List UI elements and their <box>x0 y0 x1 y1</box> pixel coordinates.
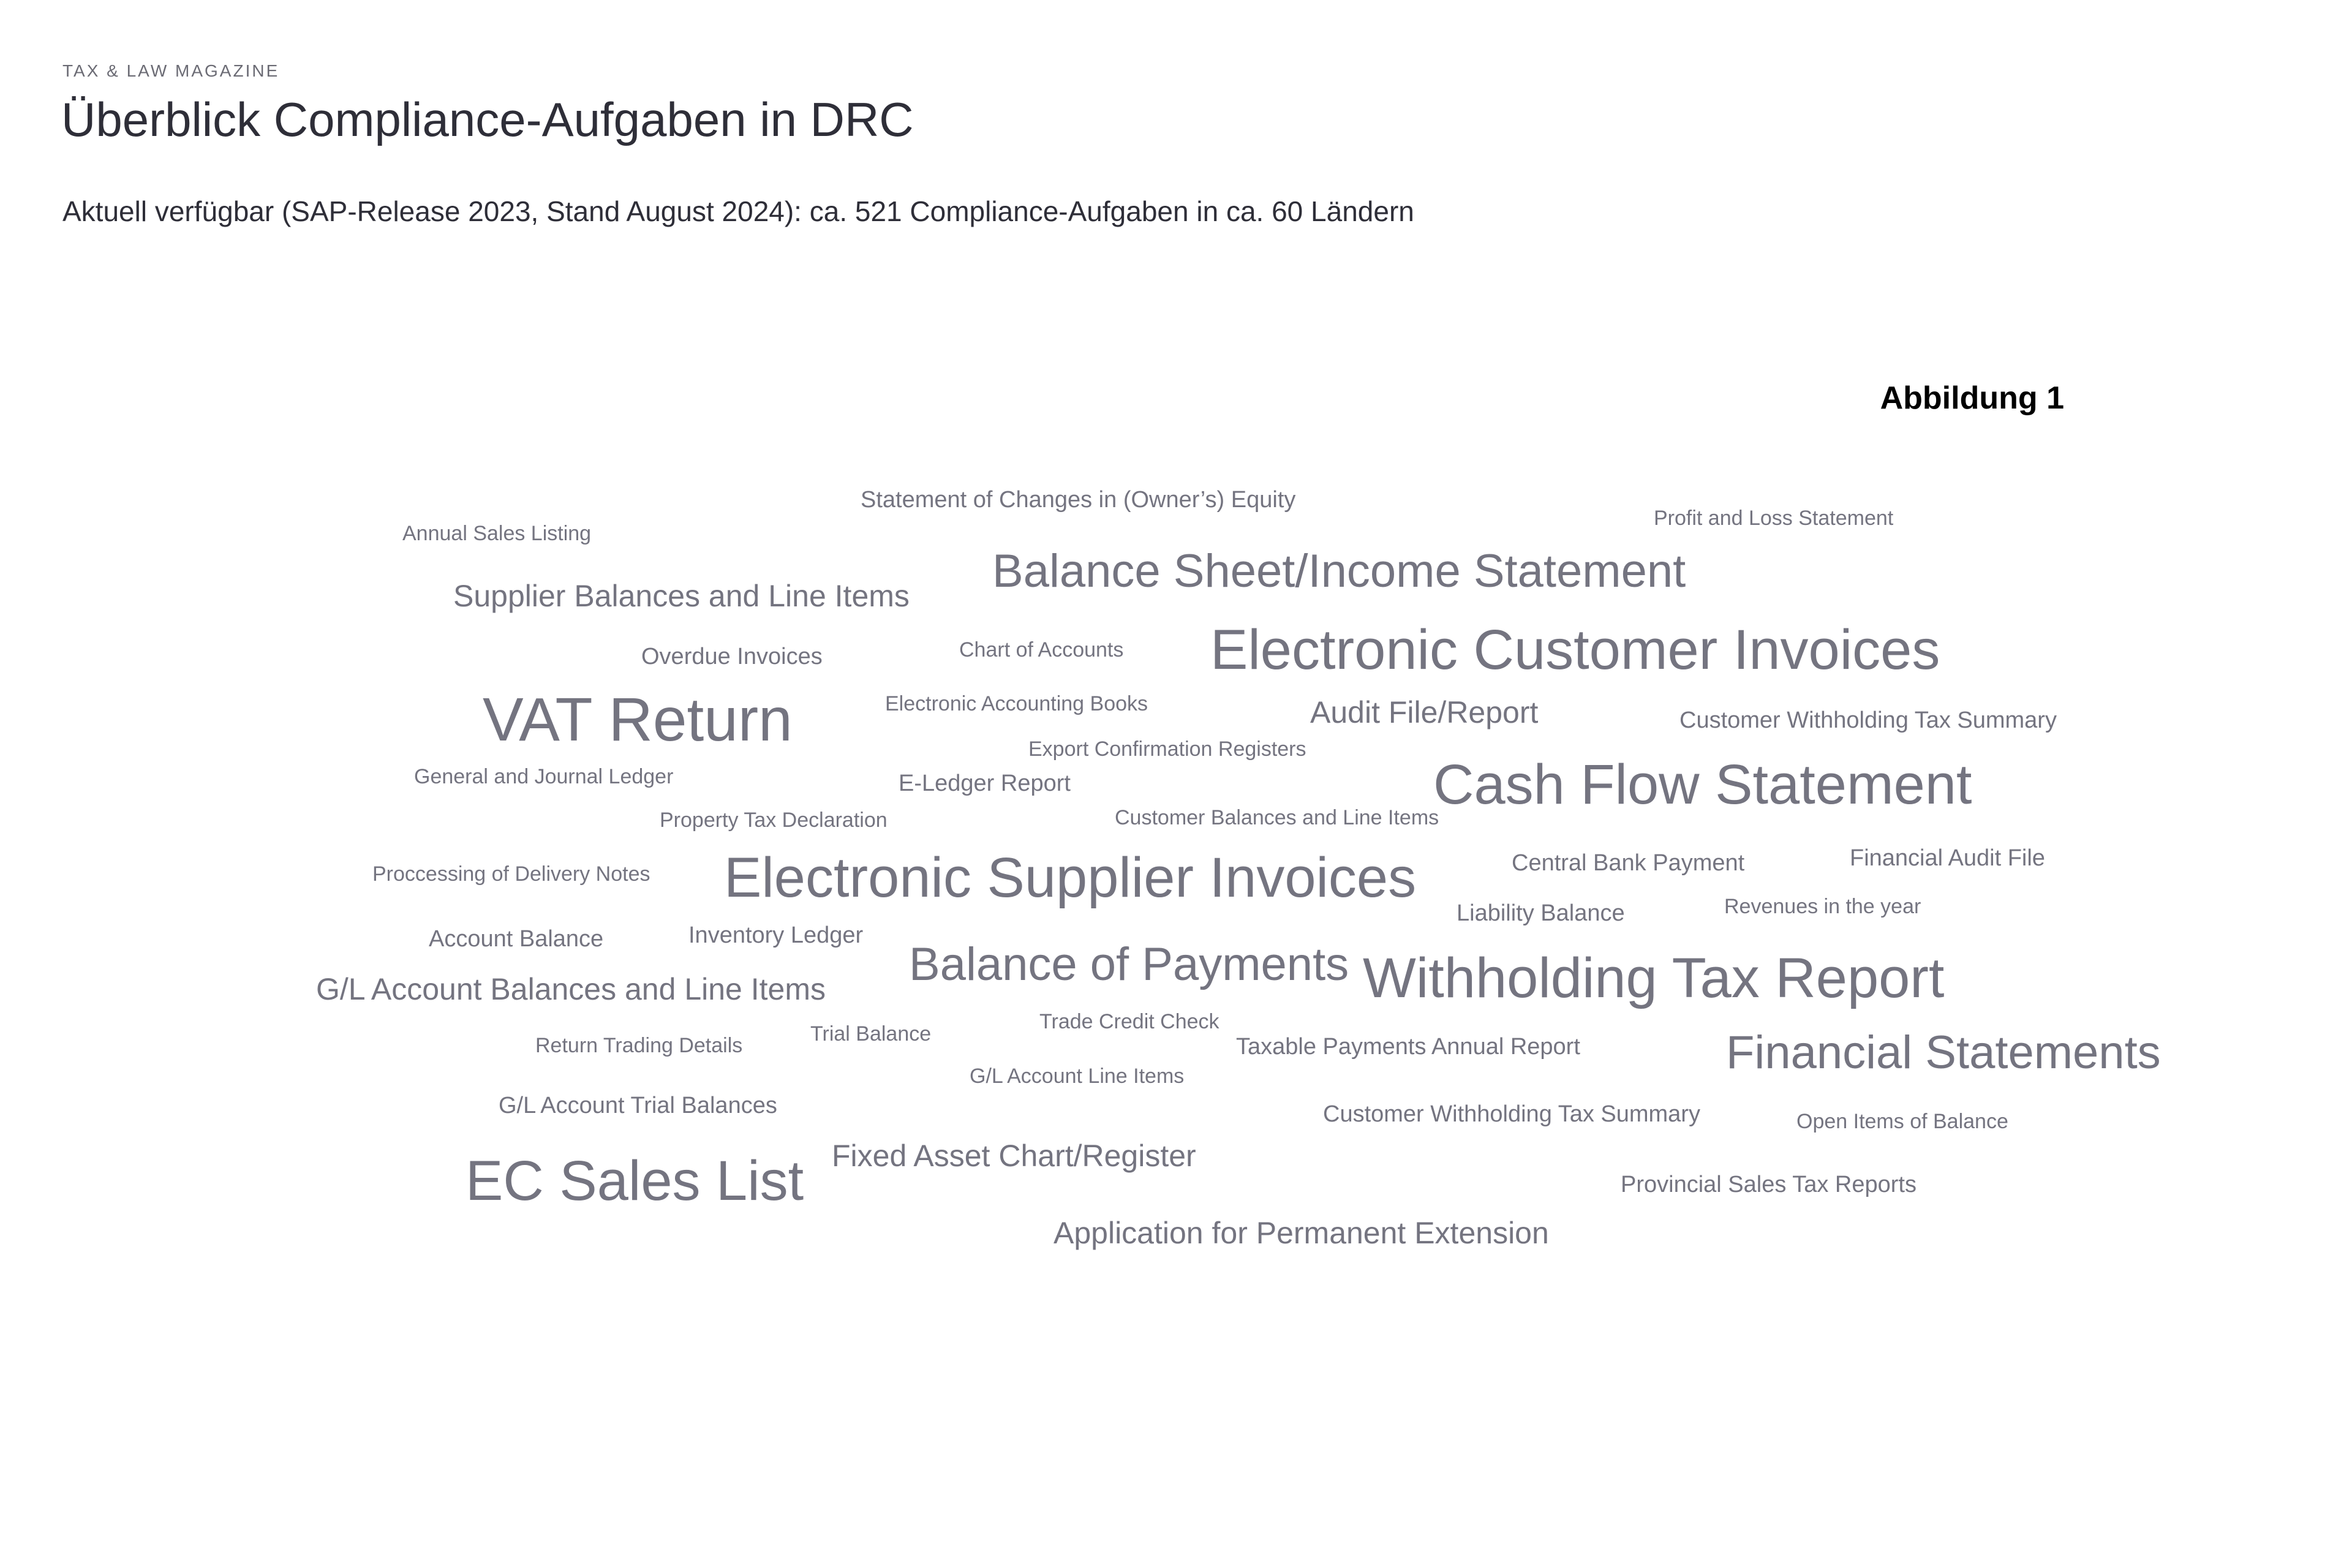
word-cloud-term: G/L Account Balances and Line Items <box>316 972 826 1006</box>
word-cloud-term: Statement of Changes in (Owner’s) Equity <box>861 487 1296 513</box>
word-cloud-term: Electronic Accounting Books <box>885 692 1148 715</box>
page-title: Überblick Compliance-Aufgaben in DRC <box>61 92 914 146</box>
word-cloud-term: Chart of Accounts <box>959 638 1124 662</box>
word-cloud-term: Property Tax Declaration <box>660 809 888 832</box>
word-cloud-term: Supplier Balances and Line Items <box>453 579 910 613</box>
word-cloud-term: Overdue Invoices <box>641 644 823 669</box>
word-cloud-term: Return Trading Details <box>535 1034 743 1057</box>
word-cloud-term: VAT Return <box>483 685 793 754</box>
word-cloud-term: Taxable Payments Annual Report <box>1236 1034 1580 1060</box>
word-cloud-term: Electronic Supplier Invoices <box>724 846 1417 909</box>
word-cloud-term: Liability Balance <box>1457 900 1625 926</box>
word-cloud-term: Withholding Tax Report <box>1363 947 1945 1009</box>
word-cloud-term: Financial Statements <box>1726 1027 2161 1079</box>
word-cloud-term: Export Confirmation Registers <box>1028 737 1306 761</box>
word-cloud-term: Balance Sheet/Income Statement <box>992 545 1686 597</box>
word-cloud-term: EC Sales List <box>466 1150 804 1212</box>
word-cloud-term: Proccessing of Delivery Notes <box>372 862 650 886</box>
subtitle: Aktuell verfügbar (SAP-Release 2023, Stand August 2024): ca. 521 Compliance-Aufgaben in ca. 60 Ländern <box>62 195 1414 227</box>
word-cloud-term: Cash Flow Statement <box>1433 753 1972 816</box>
word-cloud-term: Balance of Payments <box>909 938 1349 990</box>
word-cloud-term: Revenues in the year <box>1724 895 1921 918</box>
word-cloud-term: Customer Withholding Tax Summary <box>1679 707 2057 733</box>
figure-label: Abbildung 1 <box>1880 380 2064 416</box>
word-cloud-term: Electronic Customer Invoices <box>1210 619 1940 681</box>
word-cloud-term: Open Items of Balance <box>1796 1110 2008 1133</box>
word-cloud-term: Inventory Ledger <box>688 922 864 948</box>
word-cloud-term: G/L Account Line Items <box>970 1065 1185 1088</box>
word-cloud-term: Trade Credit Check <box>1039 1010 1219 1033</box>
word-cloud-term: Customer Balances and Line Items <box>1115 806 1439 829</box>
word-cloud-term: Financial Audit File <box>1850 845 2045 871</box>
word-cloud-term: Trial Balance <box>810 1022 932 1046</box>
word-cloud-term: General and Journal Ledger <box>414 765 674 788</box>
word-cloud-term: G/L Account Trial Balances <box>499 1093 777 1118</box>
word-cloud-term: Central Bank Payment <box>1512 850 1745 876</box>
word-cloud-term: Customer Withholding Tax Summary <box>1323 1101 1700 1127</box>
word-cloud-term: Profit and Loss Statement <box>1654 507 1894 530</box>
word-cloud-term: Annual Sales Listing <box>402 522 592 545</box>
word-cloud-term: Application for Permanent Extension <box>1054 1216 1549 1250</box>
word-cloud-term: Provincial Sales Tax Reports <box>1621 1172 1917 1197</box>
word-cloud-term: E-Ledger Report <box>899 771 1071 796</box>
word-cloud-term: Account Balance <box>429 926 604 952</box>
magazine-label: TAX & LAW MAGAZINE <box>62 61 280 80</box>
word-cloud-term: Fixed Asset Chart/Register <box>832 1139 1196 1173</box>
word-cloud-term: Audit File/Report <box>1310 695 1539 729</box>
